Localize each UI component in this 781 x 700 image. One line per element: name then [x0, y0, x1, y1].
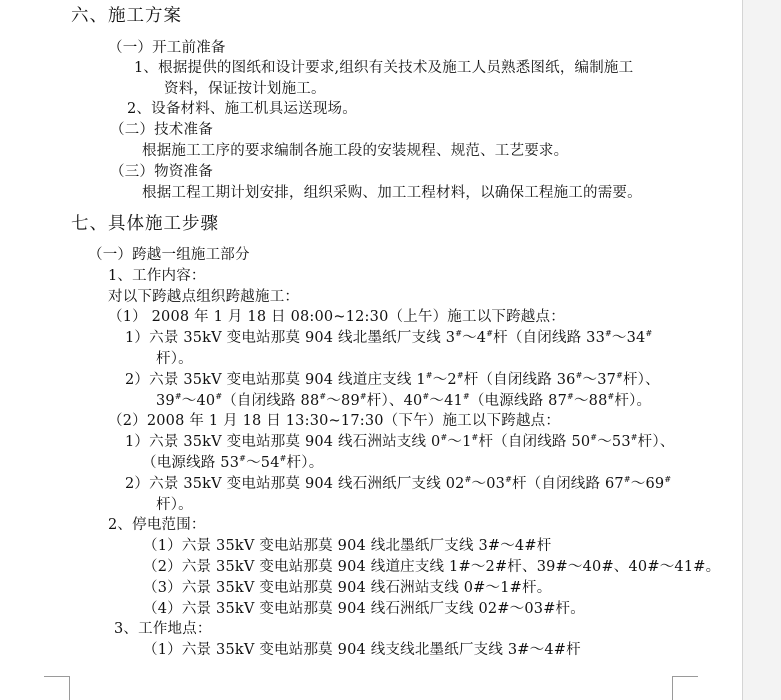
section-7-sub-1: （一）跨越一组施工部分	[88, 247, 250, 263]
location-heading: 3、工作地点：	[114, 621, 212, 637]
crop-mark-bottom-right-h	[673, 676, 698, 677]
section-6-sub-3: （三）物资准备	[110, 164, 213, 180]
period-1-item-2-line-2: 39#～40#（自闭线路 88#～89#杆）、40#～41#（电源线路 87#～88#杆）。	[156, 392, 652, 409]
section-6-sub-1: （一）开工前准备	[108, 40, 226, 56]
section-6-sub-2-text: 根据施工工序的要求编制各施工段的安装规程、规范、工艺要求。	[142, 143, 569, 159]
work-content-intro: 对以下跨越点组织跨越施工：	[108, 289, 300, 305]
outage-item-2: （2）六景 35kV 变电站那莫 904 线道庄支线 1#～2#杆、39#～40#、40#～41#。	[143, 559, 721, 575]
crop-mark-bottom-right	[672, 676, 673, 700]
period-2-item-2-line-2: 杆）。	[156, 497, 193, 513]
outage-heading: 2、停电范围：	[108, 517, 206, 533]
location-item-1: （1）六景 35kV 变电站那莫 904 线支线北墨纸厂支线 3#～4#杆	[143, 642, 581, 658]
crop-mark-bottom-left	[69, 676, 70, 700]
period-2-heading: （2）2008 年 1 月 18 日 13:30~17:30（下午）施工以下跨越点：	[108, 413, 561, 429]
section-6-sub-3-text: 根据工程工期计划安排，组织采购、加工工程材料，以确保工程施工的需要。	[142, 185, 642, 201]
section-6-item-1-line-1: 1、根据提供的图纸和设计要求,组织有关技术及施工人员熟悉图纸，编制施工	[134, 60, 634, 76]
period-1-item-2-line-1: 2）六景 35kV 变电站那莫 904 线道庄支线 1#～2#杆（自闭线路 36#～37#杆）、	[125, 371, 660, 388]
outage-item-4: （4）六景 35kV 变电站那莫 904 线石洲纸厂支线 02#～03#杆。	[143, 601, 585, 617]
outage-item-3: （3）六景 35kV 变电站那莫 904 线石洲站支线 0#～1#杆。	[143, 580, 552, 596]
section-7-title: 七、具体施工步骤	[71, 214, 219, 234]
section-6-sub-2: （二）技术准备	[110, 122, 213, 138]
period-2-item-1-line-2: （电源线路 53#～54#杆）。	[142, 454, 324, 471]
period-1-item-1-line-1: 1）六景 35kV 变电站那莫 904 线北墨纸厂支线 3#～4#杆（自闭线路 33#～34#	[125, 329, 653, 346]
period-2-item-1-line-1: 1）六景 35kV 变电站那莫 904 线石洲站支线 0#～1#杆（自闭线路 50#～53#杆）、	[125, 433, 675, 450]
crop-mark-bottom-left-h	[44, 676, 69, 677]
period-1-heading: （1） 2008 年 1 月 18 日 08:00~12:30（上午）施工以下跨越点：	[108, 309, 565, 325]
page-gutter	[743, 0, 781, 700]
period-2-item-2-line-1: 2）六景 35kV 变电站那莫 904 线石洲纸厂支线 02#～03#杆（自闭线路 67#～69#	[125, 475, 672, 492]
outage-item-1: （1）六景 35kV 变电站那莫 904 线北墨纸厂支线 3#～4#杆	[143, 538, 552, 554]
work-content-heading: 1、工作内容：	[108, 268, 206, 284]
section-6-title: 六、施工方案	[71, 6, 182, 26]
section-6-item-1-line-2: 资料，保证按计划施工。	[164, 81, 326, 97]
section-6-item-2: 2、设备材料、施工机具运送现场。	[127, 101, 357, 117]
period-1-item-1-line-2: 杆）。	[156, 351, 193, 367]
